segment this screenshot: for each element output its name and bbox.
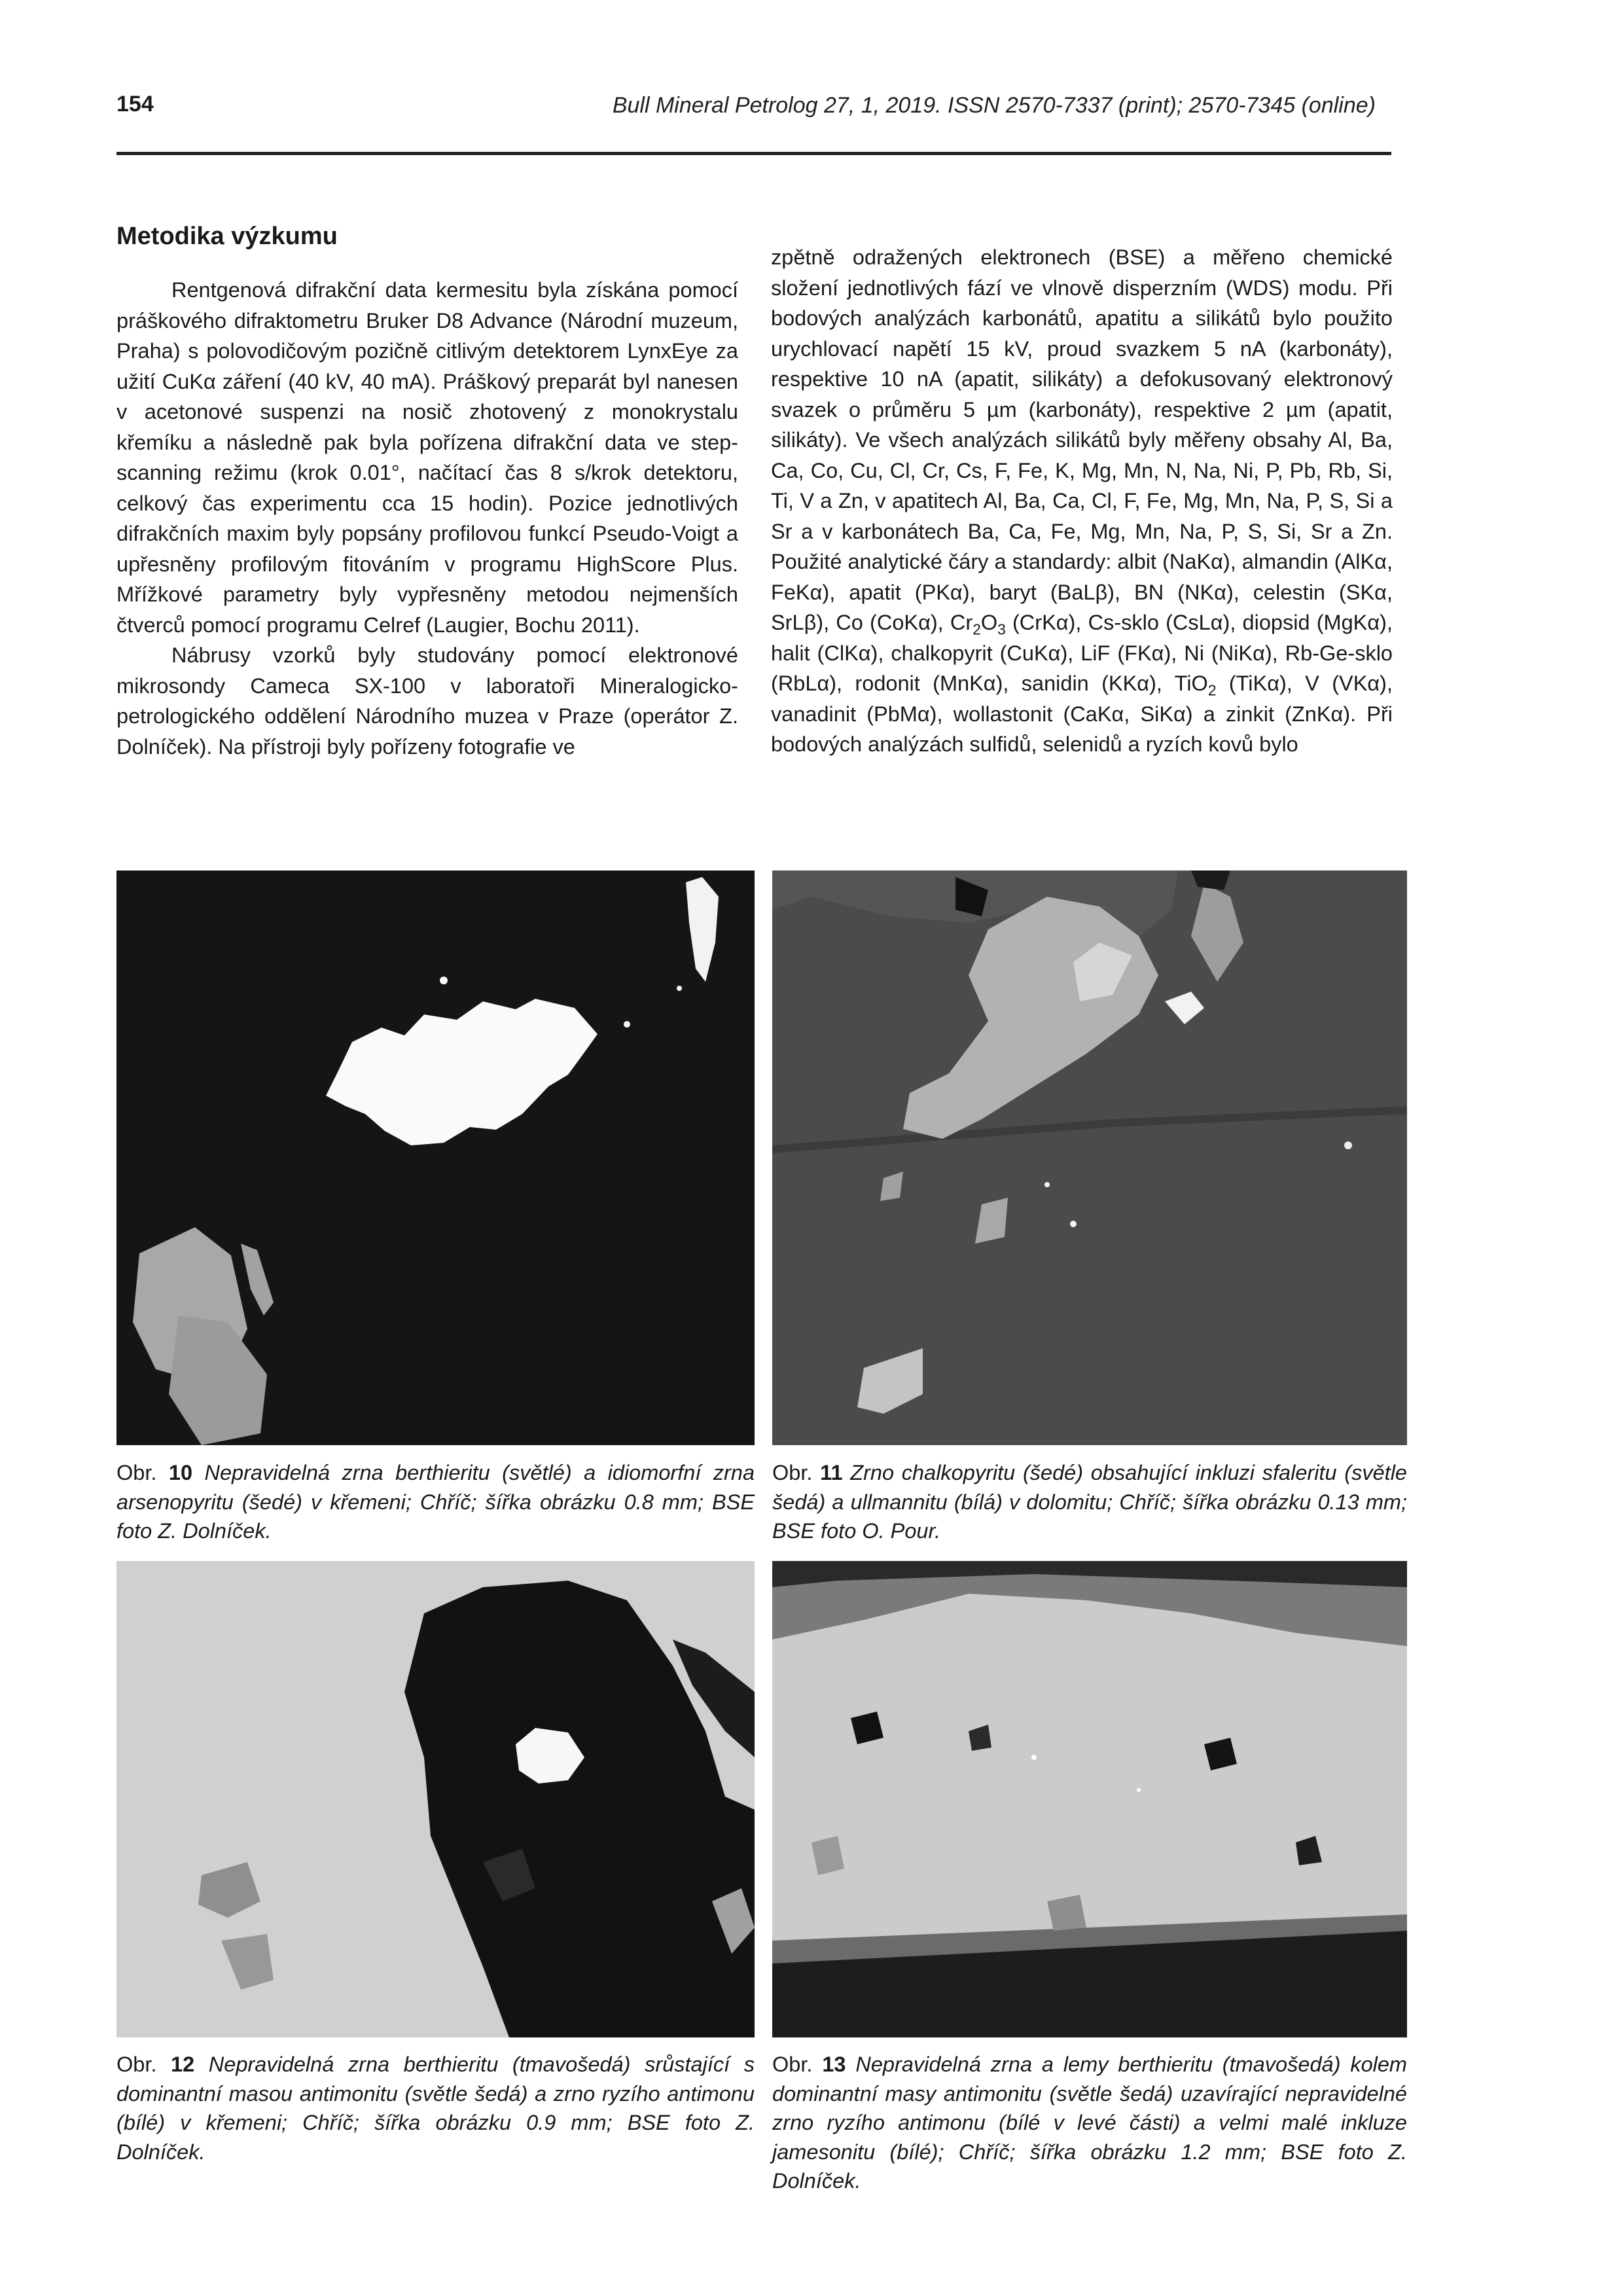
bse-image-berthierite-antimonite	[116, 1561, 755, 2037]
bse-image-berthierite-rims	[772, 1561, 1407, 2037]
paragraph-wds: zpětně odražených elektronech (BSE) a měřeno chemické složení jednotlivých fází ve vlnově disperzním (WDS) modu. Při bodových analýzách karbonátů, apatitu a silikátů bylo použito urychlovací napětí 15 kV, proud svazkem 5 nA (karbonáty), respektive 10 nA (apatit, silikáty) a defokusovaný elektronový svazek o průměru 5 µm (karbonáty), respektive 2 µm (apatit, silikáty). Ve všech analýzách silikátů byly měřeny obsahy Al, Ba, Ca, Co, Cu, Cl, Cr, Cs, F, Fe, K, Mg, Mn, N, Na, Ni, P, Pb, Rb, Si, Ti, V a Zn, v apatitech Al, Ba, Ca, Cl, F, Fe, Mg, Mn, Na, P, S, Si a Sr a v karbonátech Ba, Ca, Fe, Mg, Mn, Na, P, S, Si, Sr a Zn. Použité analytické čáry a standardy: albit (NaKα), almandin (AlKα, FeKα), apatit (PKα), baryt (BaLβ), BN (NKα), celestin (SKα, SrLβ), Co (CoKα), $Cr_2O_3$ (CrKα), Cs-sklo (CsLα), diopsid (MgKα), halit (ClKα), chalkopyrit (CuKα), LiF (FKα), Ni (NiKα), Rb-Ge-sklo (RbLα), rodonit (MnKα), sanidin (KKα), TiO$_2$ (TiKα), V (VKα), vanadinit (PbMα), wollastonit (CaKα, SiKα) a zinkit (ZnKα). Při bodových analýzách sulfidů, selenidů a ryzích kovů bylo	[771, 245, 1393, 756]
header-rule	[116, 152, 1391, 155]
right-column	[771, 242, 1393, 760]
figure-13-caption: Obr. 13 Nepravidelná zrna a lemy berthieritu (tmavošedá) kolem dominantní masy antimonitu (světle šedá) uzavírající nepravidelné zrno ryzího antimonu (bílé v levé části) a velmi malé inkluze jamesonitu (bílé); Chříč; šířka obrázku 1.2 mm; BSE foto Z. Dolníček.	[772, 2053, 1408, 2193]
paragraph-microprobe: Nábrusy vzorků byly studovány pomocí elektronové mikrosondy Cameca SX-100 v laboratoři Mineralogicko-petrologického oddělení Národního muzea v Praze (operátor Z. Dolníček). Na přístroji byly pořízeny fotografie ve	[116, 643, 738, 759]
figure-13-image	[772, 1561, 1407, 2037]
figure-11-caption: Obr. 11 Zrno chalkopyritu (šedé) obsahující inkluzi sfaleritu (světle šedá) a ullmannitu (bílá) v dolomitu; Chříč; šířka obrázku 0.13 mm; BSE foto O. Pour.	[772, 1461, 1407, 1543]
bse-image-chalcopyrite-dolomite	[772, 870, 1407, 1445]
figure-11-image	[772, 870, 1407, 1445]
section-heading: Metodika výzkumu	[116, 223, 338, 250]
paragraph-xrd: Rentgenová difrakční data kermesitu byla získána pomocí práškového difraktometru Bruker D8 Advance (Národní muzeum, Praha) s polovodičovým pozičně citlivým detektorem LynxEye za užití CuKα záření (40 kV, 40 mA). Práškový preparát byl nanesen v acetonové suspenzi na nosič zhotovený z monokrystalu křemíku a následně pak byla pořízena difrakční data ve step-scanning režimu (krok 0.01°, načítací čas 8 s/krok detektoru, celkový čas experimentu cca 15 hodin). Pozice jednotlivých difrakčních maxim byly popsány profilovou funkcí Pseudo-Voigt a upřesněny profilovým fitováním v programu HighScore Plus. Mřížkové parametry byly vypřesněny metodou nejmenších čtverců pomocí programu Celref (Laugier, Bochu 2011).	[116, 278, 738, 637]
figure-10-caption: Obr. 10 Nepravidelná zrna berthieritu (světlé) a idiomorfní zrna arsenopyritu (šedé) v křemeni; Chříč; šířka obrázku 0.8 mm; BSE foto Z. Dolníček.	[116, 1461, 755, 1543]
figure-10-image	[116, 870, 755, 1445]
figure-12-image	[116, 1561, 755, 2037]
bse-image-berthierite-arsenopyrite	[116, 870, 755, 1445]
running-header: Bull Mineral Petrolog 27, 1, 2019. ISSN 2570-7337 (print); 2570-7345 (online)	[612, 93, 1376, 118]
page-number: 154	[116, 92, 154, 117]
left-column	[116, 275, 738, 762]
figure-12-caption: Obr. 12 Nepravidelná zrna berthieritu (tmavošedá) srůstající s dominantní masou antimonitu (světle šedá) a zrno ryzího antimonu (bílé) v křemeni; Chříč; šířka obrázku 0.9 mm; BSE foto Z. Dolníček.	[116, 2053, 755, 2164]
